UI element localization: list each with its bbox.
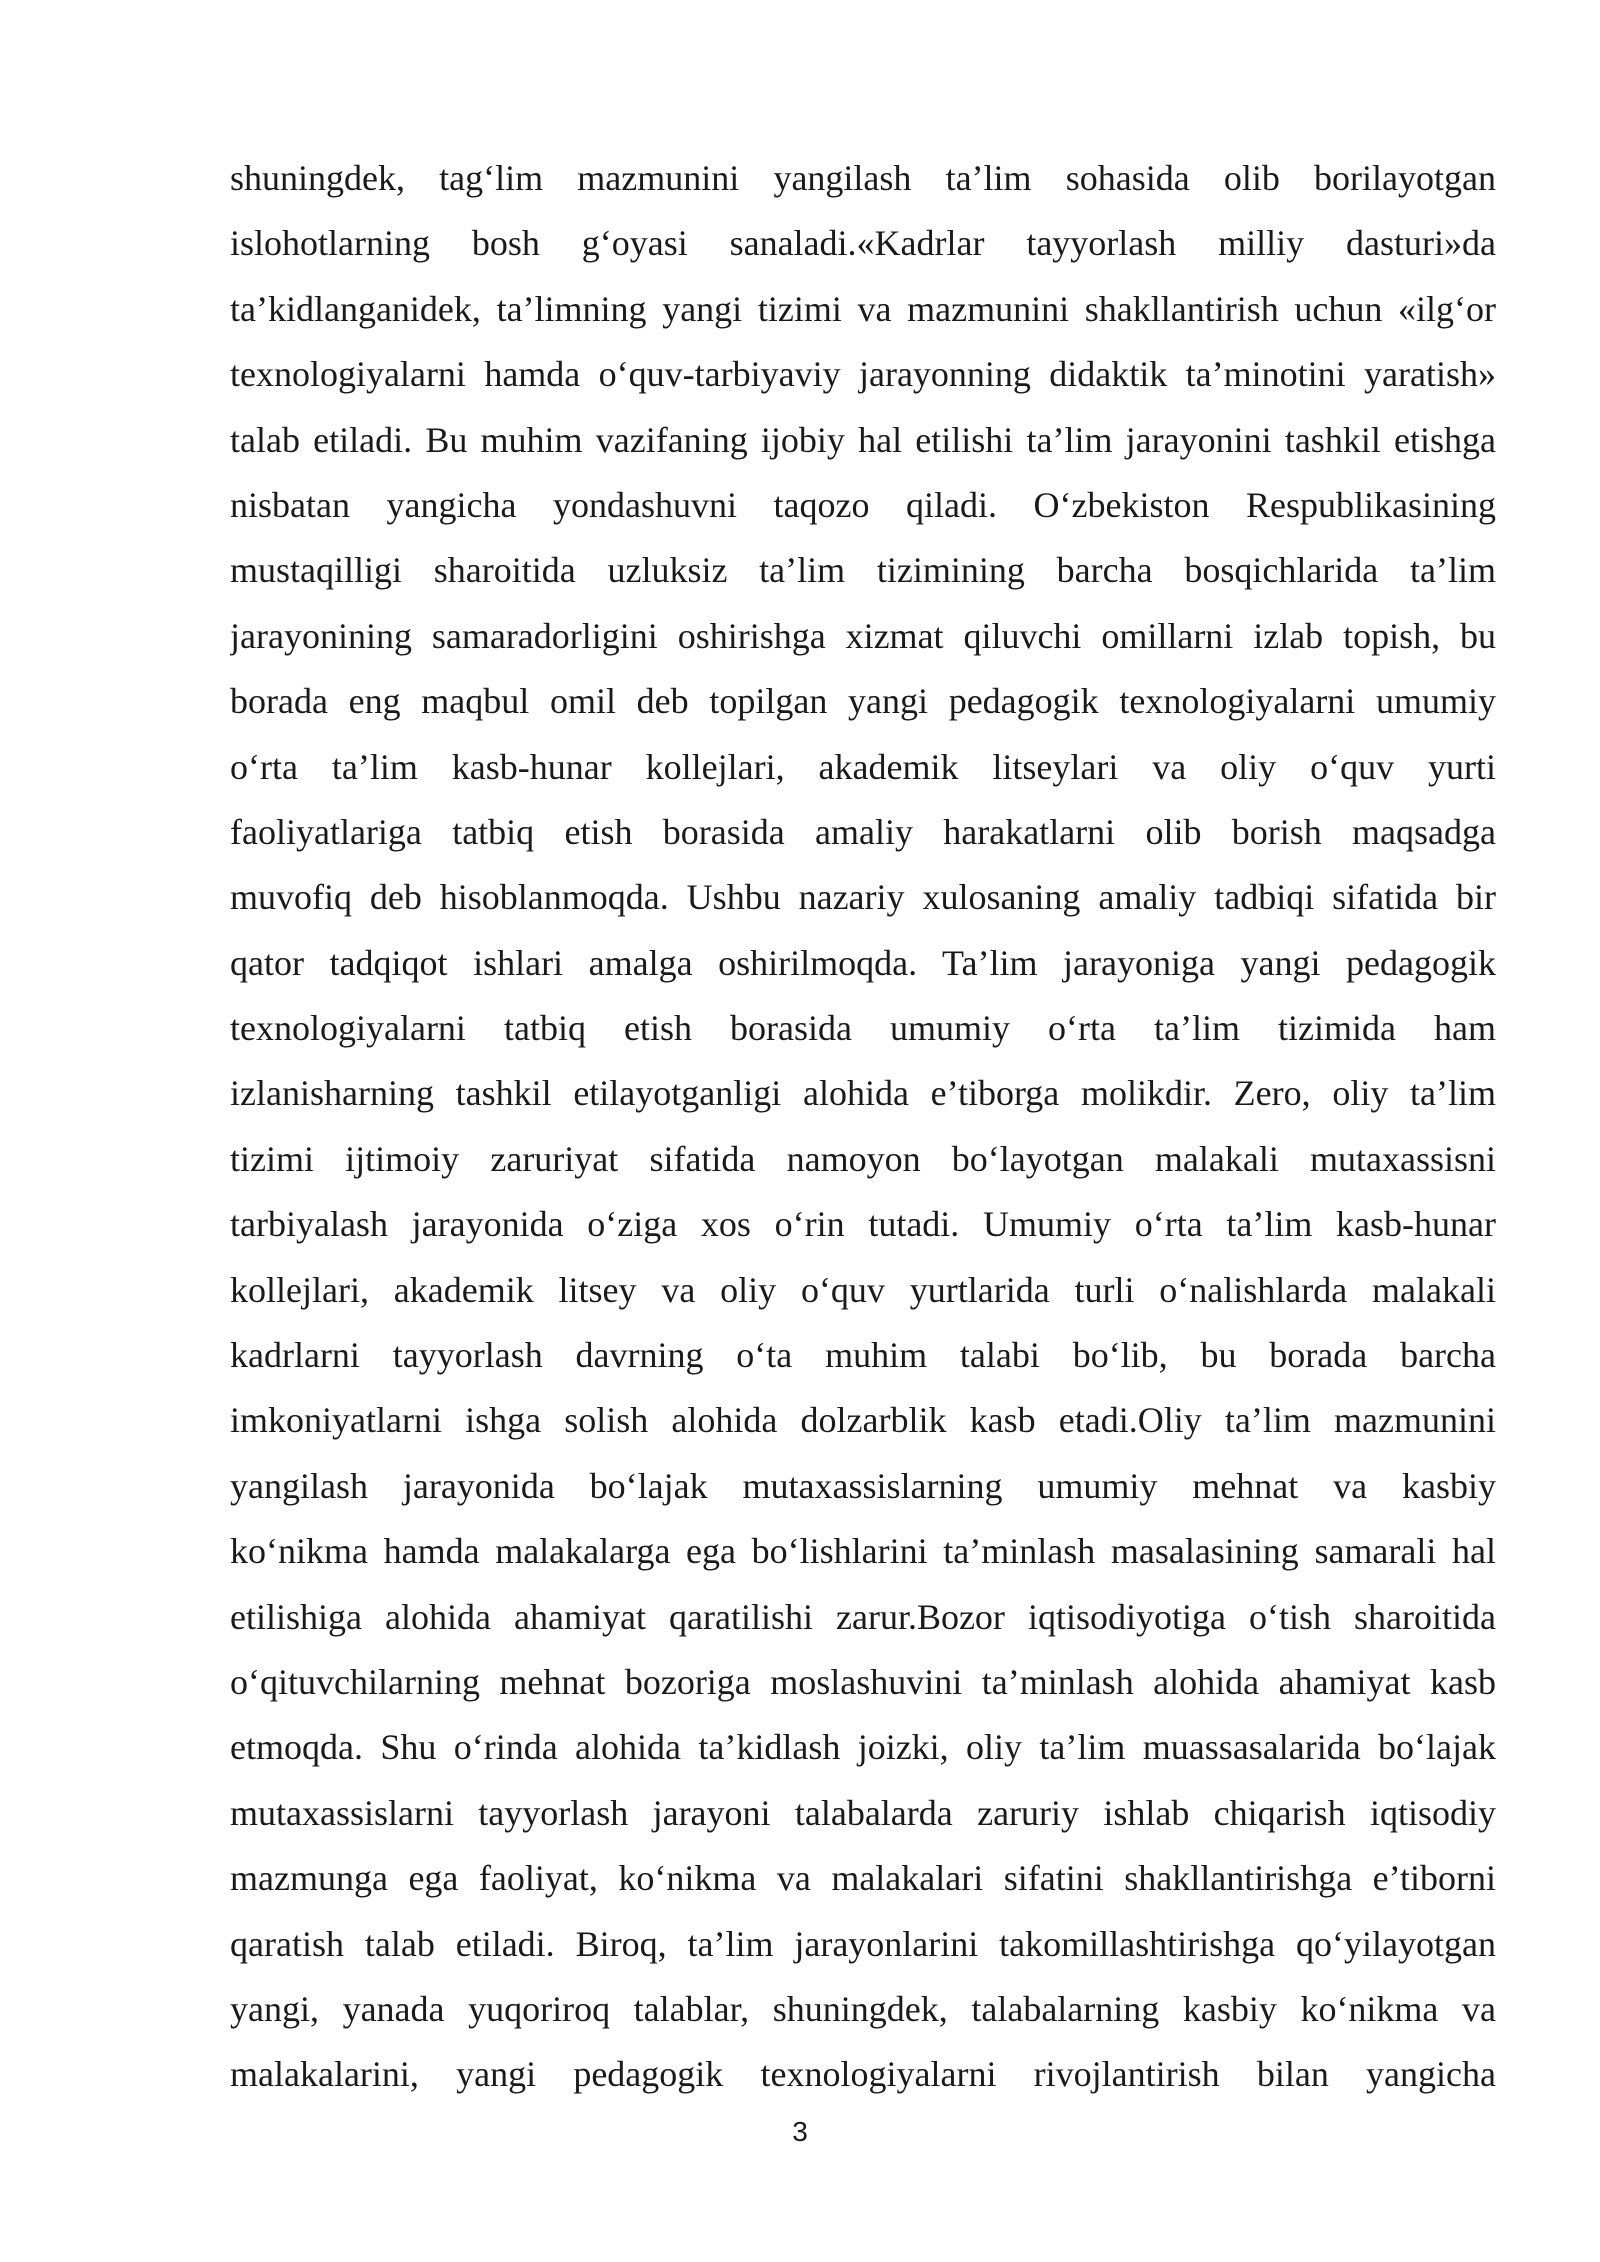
text-line: ta’kidlanganidek, ta’limning yangi tizimi va mazmunini shakllantirish uchun «ilg‘or <box>230 288 1496 329</box>
text-line: talab etiladi. Bu muhim vazifaning ijobiy hal etilishi ta’lim jarayonini tashkil etishga <box>230 419 1496 460</box>
text-line: nisbatan yangicha yondashuvni taqozo qiladi. O‘zbekiston Respublikasining <box>230 484 1496 525</box>
text-line: imkoniyatlarni ishga solish alohida dolzarblik kasb etadi.Oliy ta’lim mazmunini <box>230 1400 1496 1441</box>
text-line: qaratish talab etiladi. Biroq, ta’lim jarayonlarini takomillashtirishga qo‘yilayotgan <box>230 1923 1496 1964</box>
text-line: izlanisharning tashkil etilayotganligi alohida e’tiborga molikdir. Zero, oliy ta’lim <box>230 1073 1496 1114</box>
text-line: ko‘nikma hamda malakalarga ega bo‘lishlarini ta’minlash masalasining samarali hal <box>230 1531 1496 1572</box>
text-line: muvofiq deb hisoblanmoqda. Ushbu nazariy xulosaning amaliy tadbiqi sifatida bir <box>230 877 1496 918</box>
text-line: kadrlarni tayyorlash davrning o‘ta muhim talabi bo‘lib, bu borada barcha <box>230 1335 1496 1376</box>
text-line: yangilash jarayonida bo‘lajak mutaxassislarning umumiy mehnat va kasbiy <box>230 1465 1496 1506</box>
body-paragraph <box>230 146 1496 2108</box>
text-line: qator tadqiqot ishlari amalga oshirilmoqda. Ta’lim jarayoniga yangi pedagogik <box>230 942 1496 983</box>
text-line: mazmunga ega faoliyat, ko‘nikma va malakalari sifatini shakllantirishga e’tiborni <box>230 1858 1496 1899</box>
text-line: borada eng maqbul omil deb topilgan yangi pedagogik texnologiyalarni umumiy <box>230 681 1496 722</box>
text-line: texnologiyalarni hamda o‘quv-tarbiyaviy jarayonning didaktik ta’minotini yaratish» <box>230 354 1496 395</box>
text-line: tizimi ijtimoiy zaruriyat sifatida namoyon bo‘layotgan malakali mutaxassisni <box>230 1138 1496 1179</box>
text-line: yangi, yanada yuqoriroq talablar, shuningdek, talabalarning kasbiy ko‘nikma va <box>230 1988 1496 2029</box>
text-line: kollejlari, akademik litsey va oliy o‘quv yurtlarida turli o‘nalishlarda malakali <box>230 1269 1496 1310</box>
text-line: mutaxassislarni tayyorlash jarayoni talabalarda zaruriy ishlab chiqarish iqtisodiy <box>230 1792 1496 1833</box>
text-line: jarayonining samaradorligini oshirishga xizmat qiluvchi omillarni izlab topish, bu <box>230 615 1496 656</box>
text-line: mustaqilligi sharoitida uzluksiz ta’lim tizimining barcha bosqichlarida ta’lim <box>230 550 1496 591</box>
page-number: 3 <box>792 2116 808 2147</box>
text-line: shuningdek, tag‘lim mazmunini yangilash ta’lim sohasida olib borilayotgan <box>230 158 1496 198</box>
text-line: malakalarini, yangi pedagogik texnologiyalarni rivojlantirish bilan yangicha <box>230 2054 1496 2095</box>
text-line: o‘rta ta’lim kasb-hunar kollejlari, akademik litseylari va oliy o‘quv yurti <box>230 746 1496 787</box>
text-line: etmoqda. Shu o‘rinda alohida ta’kidlash joizki, oliy ta’lim muassasalarida bo‘lajak <box>230 1727 1496 1768</box>
text-line: o‘qituvchilarning mehnat bozoriga moslashuvini ta’minlash alohida ahamiyat kasb <box>230 1661 1496 1702</box>
text-line: texnologiyalarni tatbiq etish borasida umumiy o‘rta ta’lim tizimida ham <box>230 1008 1496 1049</box>
text-line: faoliyatlariga tatbiq etish borasida amaliy harakatlarni olib borish maqsadga <box>230 811 1496 852</box>
text-line: tarbiyalash jarayonida o‘ziga xos o‘rin tutadi. Umumiy o‘rta ta’lim kasb-hunar <box>230 1204 1496 1245</box>
text-line: etilishiga alohida ahamiyat qaratilishi zarur.Bozor iqtisodiyotiga o‘tish sharoitida <box>230 1596 1496 1637</box>
text-line: islohotlarning bosh g‘oyasi sanaladi.«Kadrlar tayyorlash milliy dasturi»da <box>230 223 1496 264</box>
